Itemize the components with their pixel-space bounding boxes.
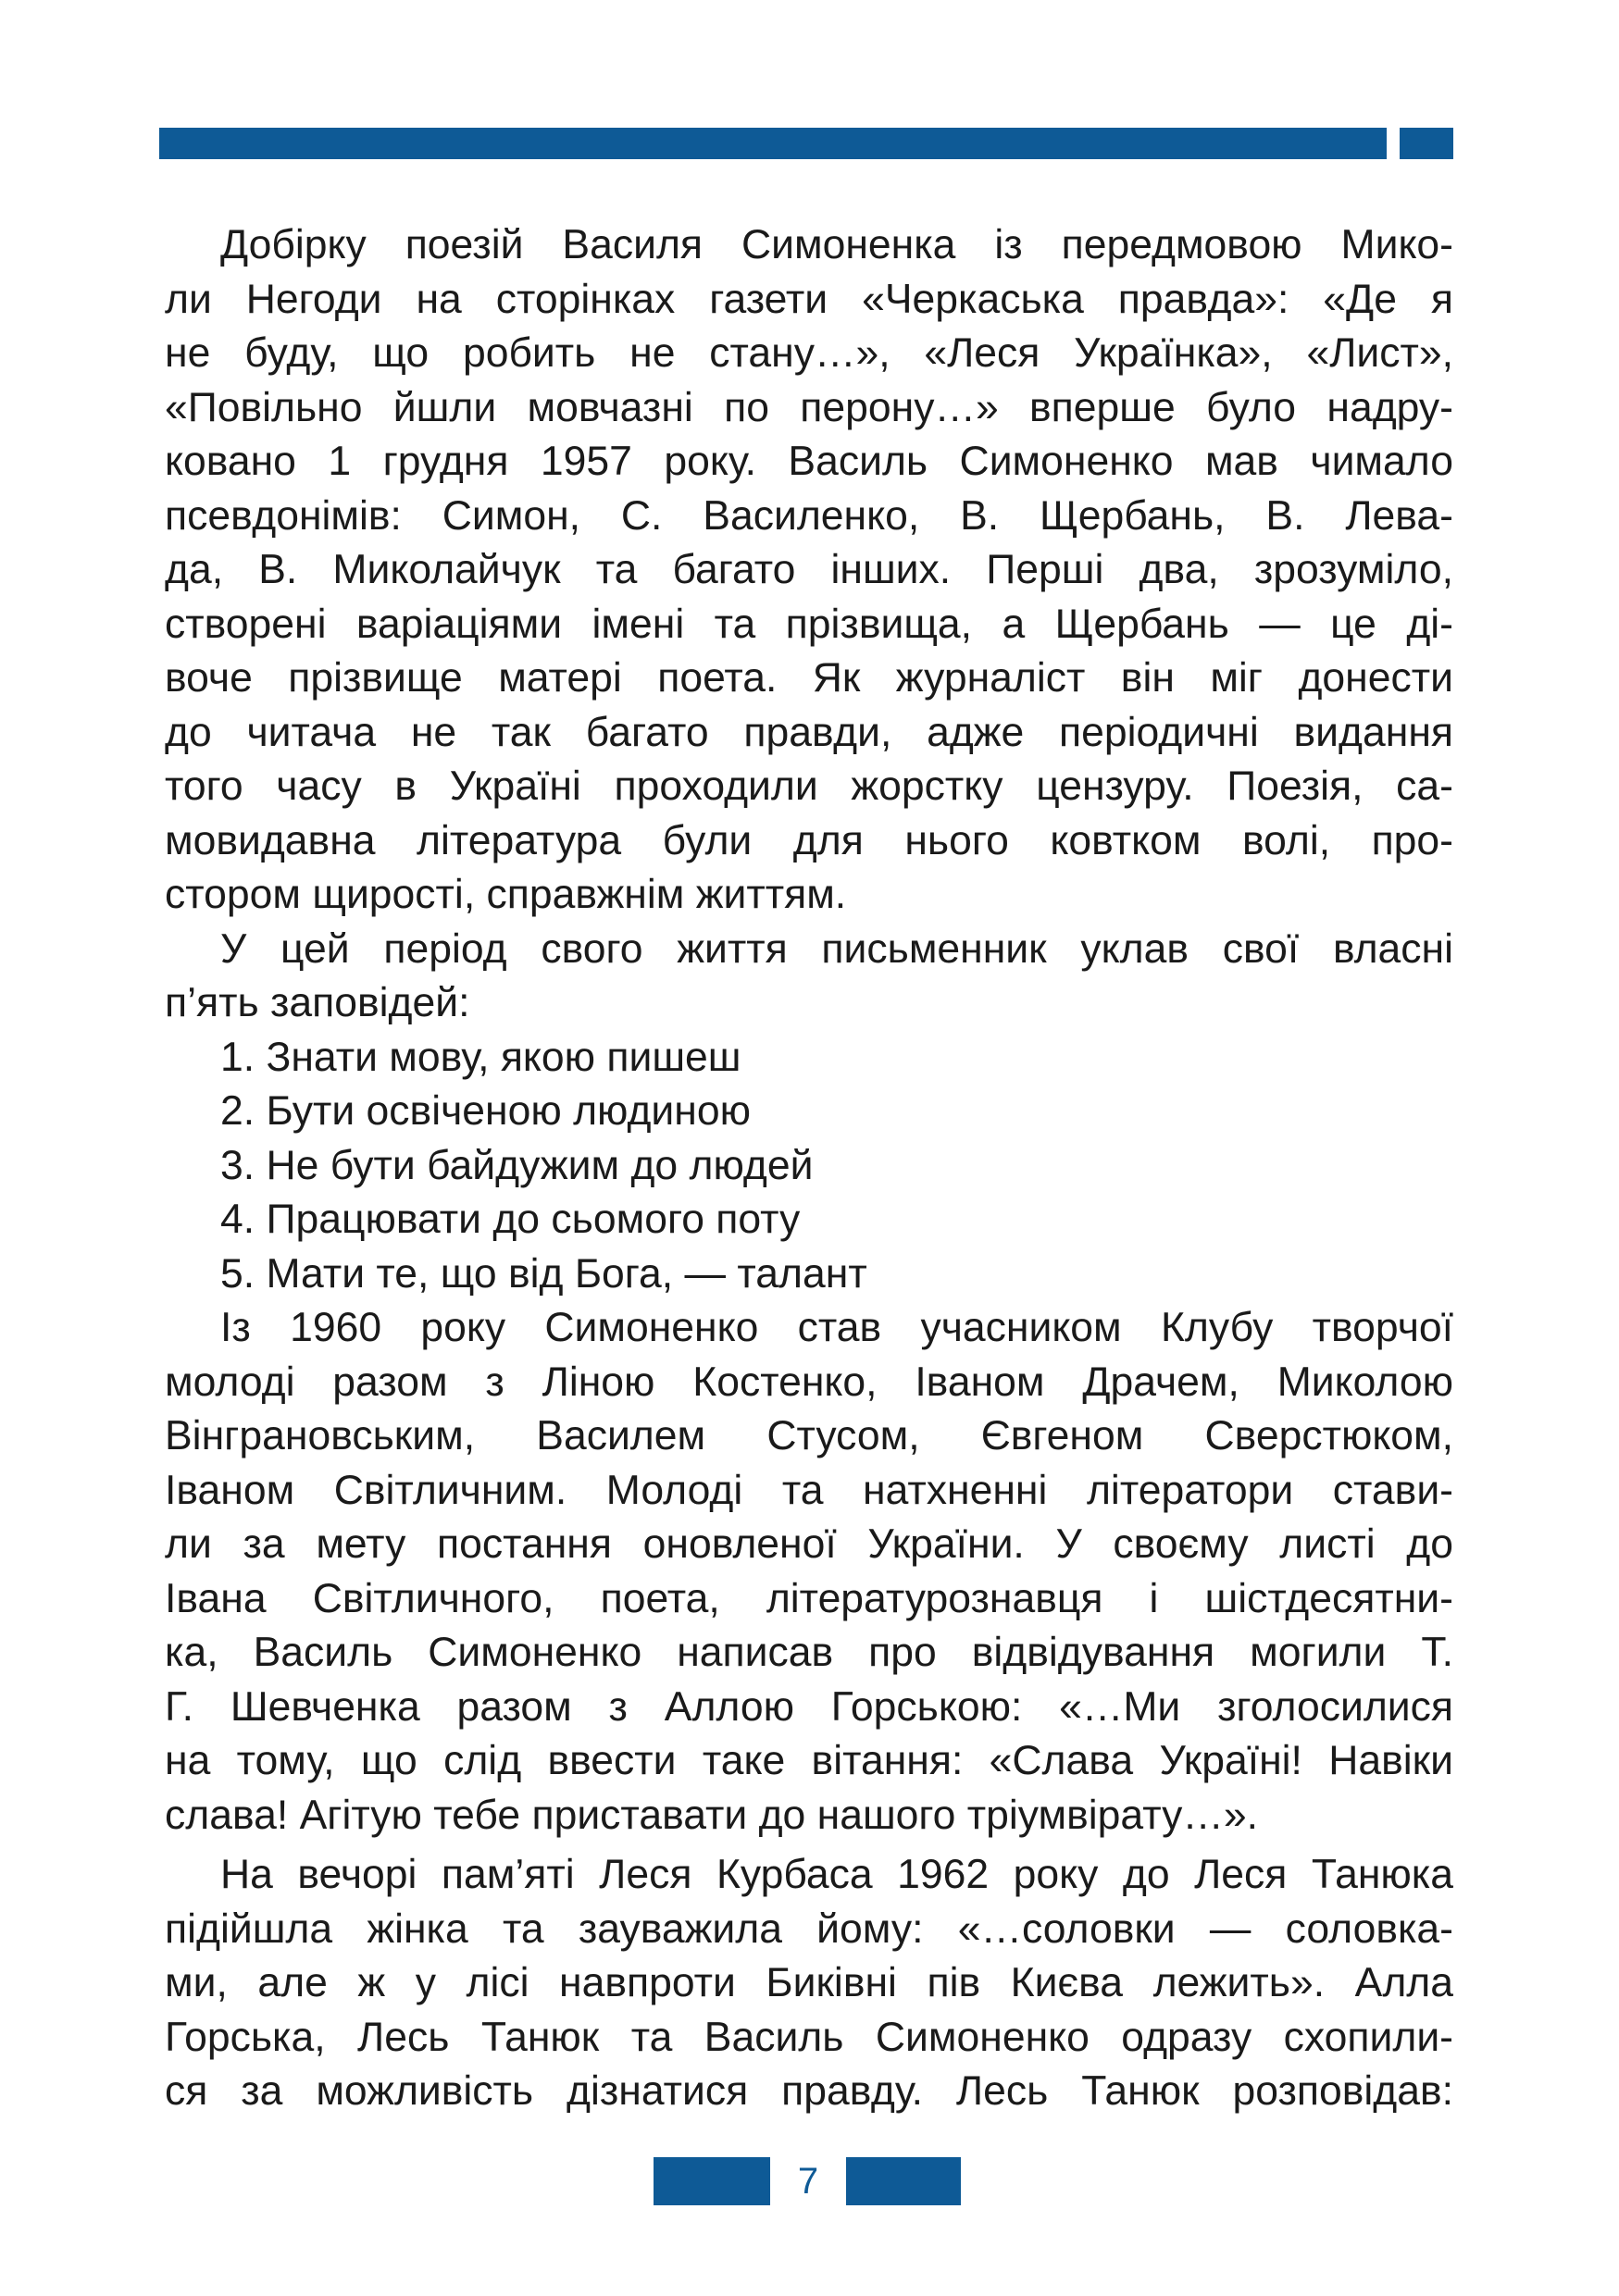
list-item: 4. Працювати до сьомого поту	[220, 1197, 801, 1242]
text-line: Івана Світличного, поета, літературознавця і шістдесятни-	[165, 1575, 1453, 1621]
text-line: ли Негоди на сторінках газети «Черкаська правда»: «Де я	[165, 276, 1453, 322]
text-line: п’ять заповідей:	[165, 980, 470, 1025]
text-line: того часу в Україні проходили жорстку цензуру. Поезія, са-	[165, 763, 1453, 809]
list-item: 3. Не бути байдужим до людей	[220, 1142, 814, 1188]
list-item: 1. Знати мову, якою пишеш	[220, 1034, 741, 1080]
header-rule-accent	[1400, 128, 1453, 159]
text-line: слава! Агітую тебе приставати до нашого тріумвірату…».	[165, 1792, 1258, 1838]
paragraph-3	[165, 1301, 1453, 1843]
text-line: У цей період свого життя письменник уклав свої власні	[220, 925, 1453, 972]
text-line: Горська, Лесь Танюк та Василь Симоненко одразу схопили-	[165, 2014, 1453, 2060]
text-line: ми, але ж у лісі навпроти Биківні пів Києва лежить». Алла	[165, 1960, 1453, 2005]
text-line: Добірку поезій Василя Симоненка із передмовою Мико-	[220, 222, 1453, 267]
text-line: мовидавна література були для нього ковтком волі, про-	[165, 817, 1453, 863]
text-line: Із 1960 року Симоненко став учасником Клубу творчої	[220, 1305, 1453, 1350]
footer-rule-left	[654, 2157, 770, 2205]
text-line: на тому, що слід ввести таке вітання: «Слава Україні! Навіки	[165, 1738, 1453, 1783]
list-item: 5. Мати те, що від Бога, — талант	[220, 1250, 867, 1297]
text-line: до читача не так багато правди, адже періодичні видання	[165, 709, 1453, 755]
paragraph-1	[165, 218, 1453, 923]
text-line: молоді разом з Ліною Костенко, Іваном Драчем, Миколою	[165, 1359, 1453, 1405]
text-line: псевдонімів: Симон, С. Василенко, В. Щербань, В. Лева-	[165, 492, 1453, 539]
list-item: 2. Бути освіченою людиною	[220, 1088, 751, 1134]
paragraph-2	[165, 923, 1453, 1031]
text-line: «Повільно йшли мовчазні по перону…» вперше було надру-	[165, 384, 1453, 430]
commandments-list	[165, 1031, 1453, 1302]
text-line: Іваном Світличним. Молоді та натхненні літератори стави-	[165, 1467, 1453, 1513]
text-line: Г. Шевченка разом з Аллою Горською: «…Ми зголосилися	[165, 1683, 1453, 1730]
text-line: створені варіаціями імені та прізвища, а Щербань — це ді-	[165, 601, 1453, 647]
text-line: стором щирості, справжнім життям.	[165, 872, 847, 917]
page-number: 7	[797, 2161, 819, 2202]
text-line: ся за можливість дізнатися правду. Лесь Танюк розповідав:	[165, 2068, 1453, 2114]
header-rule	[159, 128, 1387, 159]
footer-rule-right	[846, 2157, 961, 2205]
text-line: підійшла жінка та зауважила йому: «…соловки — соловка-	[165, 1905, 1453, 1952]
text-line: да, В. Миколайчук та багато інших. Перші два, зрозуміло,	[165, 547, 1453, 592]
text-line: не буду, що робить не стану…», «Леся Українка», «Лист»,	[165, 330, 1453, 376]
text-line: На вечорі пам’яті Леся Курбаса 1962 року до Леся Танюка	[220, 1852, 1453, 1897]
text-line: Вінграновським, Василем Стусом, Євгеном Сверстюком,	[165, 1413, 1453, 1458]
text-line: ли за мету постання оновленої України. У своєму листі до	[165, 1521, 1453, 1567]
text-line: ка, Василь Симоненко написав про відвідування могили Т.	[165, 1630, 1453, 1675]
paragraph-4	[165, 1848, 1453, 2119]
text-line: воче прізвище матері поета. Як журналіст він міг донести	[165, 655, 1453, 701]
page-body	[165, 218, 1453, 2119]
text-line: ковано 1 грудня 1957 року. Василь Симоненко мав чимало	[165, 439, 1453, 484]
